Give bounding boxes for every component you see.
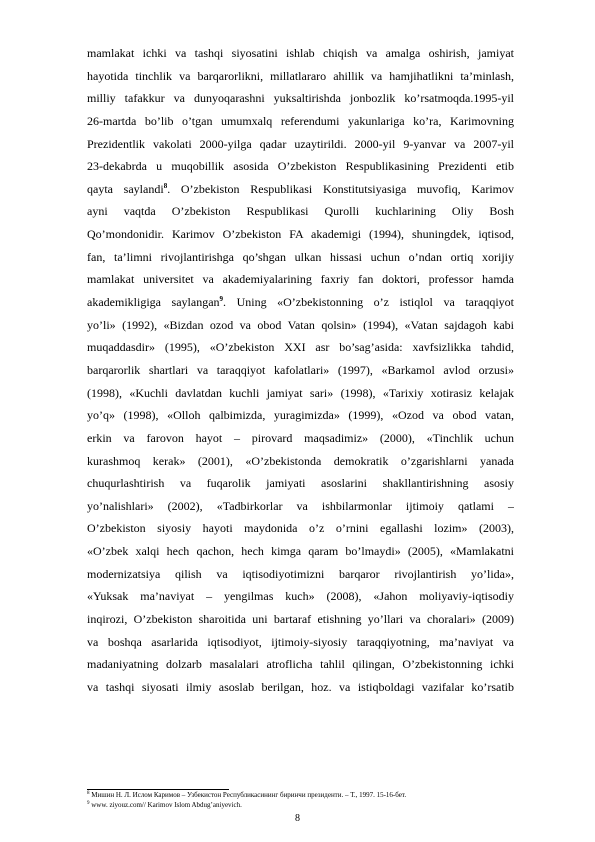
- footnote-mark: 9: [87, 801, 90, 806]
- text-line: va tashqi siyosati ilmiy asoslab berilgan, hoz. va istiqboldagi vazifalar ko’rsatib: [87, 679, 514, 694]
- main-text: [87, 42, 514, 699]
- text-line: hayotida tinchlik va barqarorlikni, millatlararo ahillik va hamjihatlikni ta’minlash,: [87, 68, 514, 83]
- text-line: modernizatsiya qilish va iqtisodiyotimizni barqaror rivojlantirish yo’lida»,: [87, 566, 514, 581]
- text-line: kurashmoq kerak» (2001), «O’zbekistonda demokratik o’zgarishlarni yanada: [87, 453, 514, 468]
- text-segment: qayta saylandi: [87, 181, 164, 196]
- footnote-ref: 9: [219, 295, 224, 304]
- footnotes: [87, 790, 527, 810]
- text-line: Prezidentlik vakolati 2000-yilga qadar uzaytirildi. 2000-yil 9-yanvar va 2007-yil: [87, 136, 514, 151]
- page-number: 8: [295, 813, 300, 824]
- text-line: chuqurlashtirish va fuqarolik jamiyati asoslarini shakllantirishning asosiy: [87, 476, 514, 491]
- footnote-mark: 8: [87, 791, 90, 796]
- text-segment: akademikligiga saylangan: [87, 295, 220, 310]
- text-line: yo’q» (1998), «Olloh qalbimizda, yuragimizda» (1999), «Ozod va obod vatan,: [87, 408, 514, 423]
- text-line: va boshqa asarlarida iqtisodiyot, ijtimoiy-siyosiy taraqqiyotning, ma’naviyat va: [87, 634, 514, 649]
- text-line: fan, ta’limni rivojlantirishga qo’shgan ulkan hissasi uchun o’ndan ortiq xorijiy: [87, 249, 514, 264]
- text-line: «Yuksak ma’naviyat – yengilmas kuch» (2008), «Jahon moliyaviy-iqtisodiy: [87, 589, 514, 604]
- text-line: barqarorlik shartlari va taraqqiyot kafolatlari» (1997), «Barkamol avlod orzusi»: [87, 362, 514, 377]
- text-line: ayni vaqtda O’zbekiston Respublikasi Qurolli kuchlarining Oliy Bosh: [87, 204, 514, 219]
- text-line: muqaddasdir» (1995), «O’zbekiston XXI asr bo’sag’asida: xavfsizlikka tahdid,: [87, 340, 514, 355]
- text-line: mamlakat universitet va akademiyalarining faxriy fan doktori, professor hamda: [87, 272, 514, 287]
- text-line: (1998), «Kuchli davlatdan kuchli jamiyat sari» (1998), «Tarixiy xotirasiz kelajak: [87, 385, 514, 400]
- text-line: inqirozi, O’zbekiston sharoitida uni bartaraf etishning yo’llari va choralari» (2009): [87, 612, 514, 627]
- text-line: 23-dekabrda u muqobillik asosida O’zbekiston Respublikasining Prezidenti etib: [87, 159, 514, 174]
- footnote: [87, 800, 527, 810]
- text-line-with-footnote: [87, 178, 514, 201]
- text-line: mamlakat ichki va tashqi siyosatini ishlab chiqish va amalga oshirish, jamiyat: [87, 46, 514, 60]
- text-line: yo’li» (1992), «Bizdan ozod va obod Vatan qolsin» (1994), «Vatan sajdagoh kabi: [87, 317, 514, 332]
- footnote-text: Мишин Н. Л. Ислом Каримов – Узбекистон Республикасининг биринчи президенти. – Т., 1997. 15-16-бет.: [89, 791, 407, 799]
- text-line: yo’nalishlari» (2002), «Tadbirkorlar va ishbilarmonlar ijtimoiy qatlami –: [87, 498, 514, 513]
- text-line: O’zbekiston siyosiy hayoti maydonida o’z o’rnini egallashi lozim» (2003),: [87, 521, 514, 536]
- text-line-with-footnote: [87, 291, 514, 314]
- text-line: «O’zbek xalqi hech qachon, hech kimga qaram bo’lmaydi» (2005), «Mamlakatni: [87, 544, 514, 559]
- text-line: madaniyatning dolzarb masalalari atroflicha tahlil qilingan, O’zbekistonning ichki: [87, 657, 514, 672]
- footnote-text: www. ziyouz.com// Karimov Islom Abdug’aniyevich.: [89, 801, 242, 809]
- text-line: erkin va farovon hayot – pirovard maqsadimiz» (2000), «Tinchlik uchun: [87, 430, 514, 445]
- footnote: [87, 790, 527, 800]
- text-line: Qo’mondonidir. Karimov O’zbekiston FA akademigi (1994), shuningdek, iqtisod,: [87, 227, 514, 242]
- text-line: 26-martda bo’lib o’tgan umumxalq referendumi yakunlariga ko’ra, Karimovning: [87, 113, 514, 128]
- text-line: milliy tafakkur va dunyoqarashni yuksaltirishda jonbozlik ko’rsatmoqda.1995-yil: [87, 91, 514, 106]
- text-segment: . Uning «O’zbekistonning o’z istiqlol va taraqqiyot: [223, 295, 514, 310]
- text-segment: . O’zbekiston Respublikasi Konstitutsiyasiga muvofiq, Karimov: [167, 181, 514, 196]
- footnote-ref: 8: [163, 181, 168, 190]
